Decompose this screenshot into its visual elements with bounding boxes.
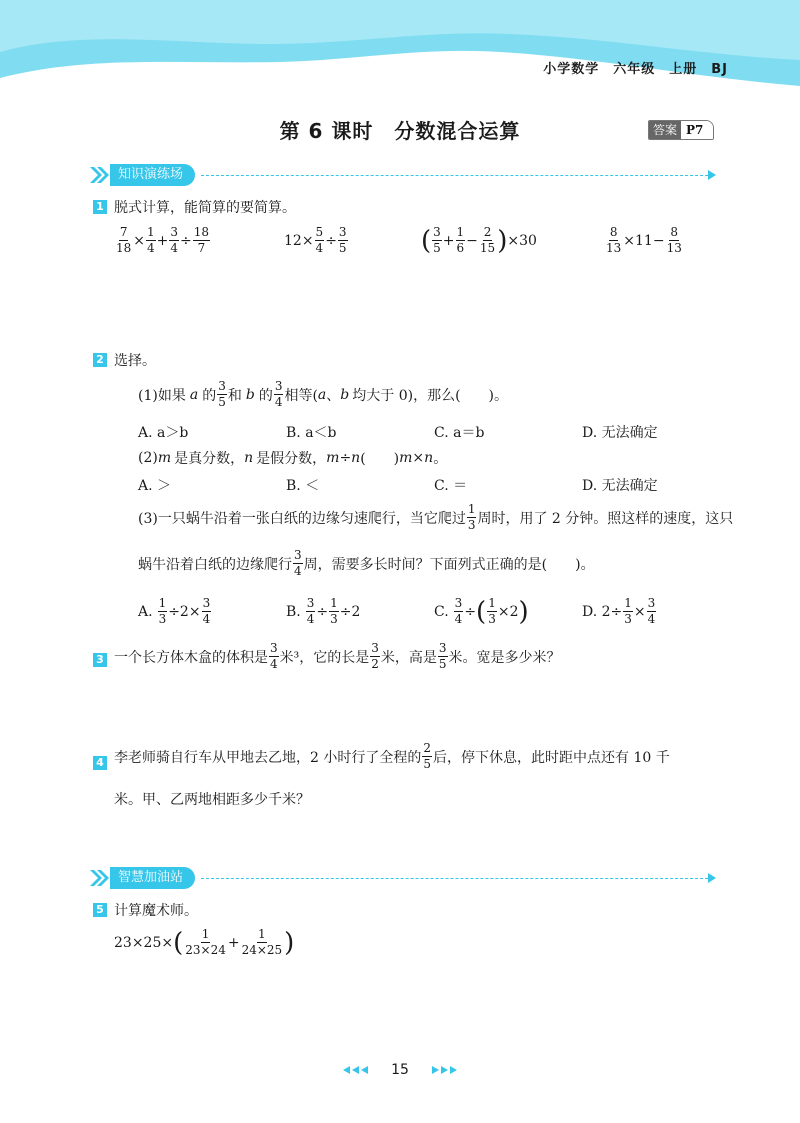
- section-dashed-line: [201, 175, 708, 176]
- page-title: 第 6 课时 分数混合运算: [279, 119, 521, 143]
- fraction: $\frac{1}{3}$: [624, 596, 632, 626]
- question-1-text: 脱式计算，能简算的要简算。: [114, 200, 296, 216]
- section-dashed-line: [201, 878, 708, 879]
- q5-expression: 23×25× ( $\frac{1}{23\times 24}$ + $\frac{1}{24\times 25}$ ): [114, 927, 295, 958]
- question-4-line-2: 米。甲、乙两地相距多少千米？: [114, 792, 310, 808]
- q2-2-option-b: B. ＜: [286, 478, 320, 494]
- fraction: $\frac{8}{13}$: [606, 225, 622, 255]
- section-banner-1: [88, 163, 716, 187]
- answer-tag: [648, 120, 714, 140]
- fraction: $\frac{3}{4}$: [647, 596, 656, 626]
- q2-1-option-c: C. a＝b: [434, 425, 485, 441]
- fraction: $\frac{7}{18}$: [116, 225, 132, 255]
- fraction: $\frac{5}{4}$: [315, 225, 324, 255]
- question-2-text: 选择。: [114, 353, 156, 369]
- header-info: 小学数学 六年级 上册 BJ: [543, 62, 728, 77]
- q2-part-1: (1)如果 a 的 $\frac{3}{5}$ 和 b 的 $\frac{3}{4}$ 相等( a 、 b 均大于 0)，那么( )。: [138, 379, 508, 409]
- q2-1-option-b: B. a＜b: [286, 425, 337, 441]
- fraction: $\frac{1}{3}$: [330, 596, 338, 626]
- fraction: $\frac{3}{5}$: [433, 225, 441, 255]
- question-number-2: 2: [93, 353, 107, 367]
- fraction: $\frac{3}{5}$: [338, 225, 347, 255]
- fraction: $\frac{1}{3}$: [488, 596, 496, 626]
- section-title-1: 知识演练场: [110, 164, 195, 186]
- section-arrow-icon: [88, 163, 112, 187]
- q2-part-3-line-2: 蜗牛沿着白纸的边缘爬行 $\frac{3}{4}$ 周，需要多长时间？下面列式正确的是( )。: [138, 548, 595, 578]
- question-number-3: 3: [93, 653, 107, 667]
- fraction: $\frac{1}{3}$: [158, 596, 167, 626]
- answer-tag-label: 答案: [649, 121, 681, 139]
- question-number-5: 5: [93, 903, 107, 917]
- question-number-4: 4: [93, 756, 107, 770]
- q2-3-option-b: B. $\frac{3}{4}$ ÷ $\frac{1}{3}$ ÷2: [286, 596, 361, 626]
- fraction: $\frac{2}{15}$: [479, 225, 496, 255]
- fraction: $\frac{3}{4}$: [270, 641, 278, 671]
- fraction: $\frac{1}{24\times 25}$: [241, 927, 283, 957]
- q2-3-option-c: C. $\frac{3}{4}$ ÷ ( $\frac{1}{3}$ ×2 ): [434, 596, 529, 627]
- fraction: $\frac{8}{13}$: [666, 225, 682, 255]
- question-4-line-1: 李老师骑自行车从甲地去乙地，2 小时行了全程的 $\frac{2}{5}$ 后，停下休息，此时距中点还有 10 千: [114, 741, 670, 771]
- q2-1-option-a: A. a＞b: [138, 425, 189, 441]
- question-3-text: 一个长方体木盒的体积是 $\frac{3}{4}$ 米³，它的长是 $\frac{3}{2}$ 米，高是 $\frac{3}{5}$ 米。宽是多少米？: [114, 641, 561, 671]
- q1-expression-4: $\frac{8}{13}$ ×11− $\frac{8}{13}$: [606, 225, 682, 255]
- page-footer: [0, 1062, 800, 1078]
- fraction: $\frac{3}{5}$: [218, 379, 226, 409]
- section-banner-2: [88, 866, 716, 890]
- fraction: $\frac{3}{4}$: [294, 548, 302, 578]
- q2-2-option-c: C. ＝: [434, 478, 468, 494]
- section-title-2: 智慧加油站: [110, 867, 195, 889]
- q1-expression-1: $\frac{7}{18}$ × $\frac{1}{4}$ + $\frac{3}{4}$ ÷ $\frac{18}{7}$: [116, 225, 210, 255]
- fraction: $\frac{3}{4}$: [274, 379, 283, 409]
- next-arrows-icon: [431, 1066, 458, 1074]
- prev-arrows-icon: [342, 1066, 369, 1074]
- section-line-arrow-icon: [708, 873, 716, 883]
- q2-2-option-d: D. 无法确定: [582, 478, 658, 494]
- section-line-arrow-icon: [708, 170, 716, 180]
- fraction: $\frac{2}{5}$: [423, 741, 431, 771]
- q1-expression-3: ( $\frac{3}{5}$ + $\frac{1}{6}$ − $\frac{2}{15}$ ) ×30: [421, 225, 537, 256]
- fraction: $\frac{1}{23\times 24}$: [185, 927, 226, 957]
- fraction: $\frac{1}{4}$: [147, 225, 155, 255]
- answer-tag-page: P7: [681, 121, 713, 139]
- q2-part-2: (2) m 是真分数， n 是假分数， m ÷ n ( ) m × n 。: [138, 450, 448, 467]
- fraction: $\frac{1}{6}$: [456, 225, 465, 255]
- question-5-text: 计算魔术师。: [114, 903, 198, 919]
- q2-part-3-line-1: (3)一只蜗牛沿着一张白纸的边缘匀速爬行，当它爬过 $\frac{1}{3}$ 周时，用了 2 分钟。照这样的速度，这只: [138, 502, 734, 532]
- q2-3-option-a: A. $\frac{1}{3}$ ÷2× $\frac{3}{4}$: [138, 596, 211, 626]
- fraction: $\frac{18}{7}$: [193, 225, 210, 255]
- header-wave: [0, 0, 800, 95]
- page-number: 15: [391, 1062, 409, 1078]
- fraction: $\frac{3}{5}$: [438, 641, 447, 671]
- fraction: $\frac{3}{4}$: [306, 596, 315, 626]
- q2-2-option-a: A. ＞: [138, 478, 172, 494]
- fraction: $\frac{3}{4}$: [454, 596, 463, 626]
- q2-3-option-d: D. 2÷ $\frac{1}{3}$ × $\frac{3}{4}$: [582, 596, 656, 626]
- section-arrow-icon: [88, 866, 112, 890]
- q1-expression-2: 12× $\frac{5}{4}$ ÷ $\frac{3}{5}$: [284, 225, 347, 255]
- q2-1-option-d: D. 无法确定: [582, 425, 658, 441]
- fraction: $\frac{1}{3}$: [467, 502, 476, 532]
- fraction: $\frac{3}{2}$: [371, 641, 379, 671]
- question-number-1: 1: [93, 200, 107, 214]
- fraction: $\frac{3}{4}$: [170, 225, 179, 255]
- fraction: $\frac{3}{4}$: [202, 596, 211, 626]
